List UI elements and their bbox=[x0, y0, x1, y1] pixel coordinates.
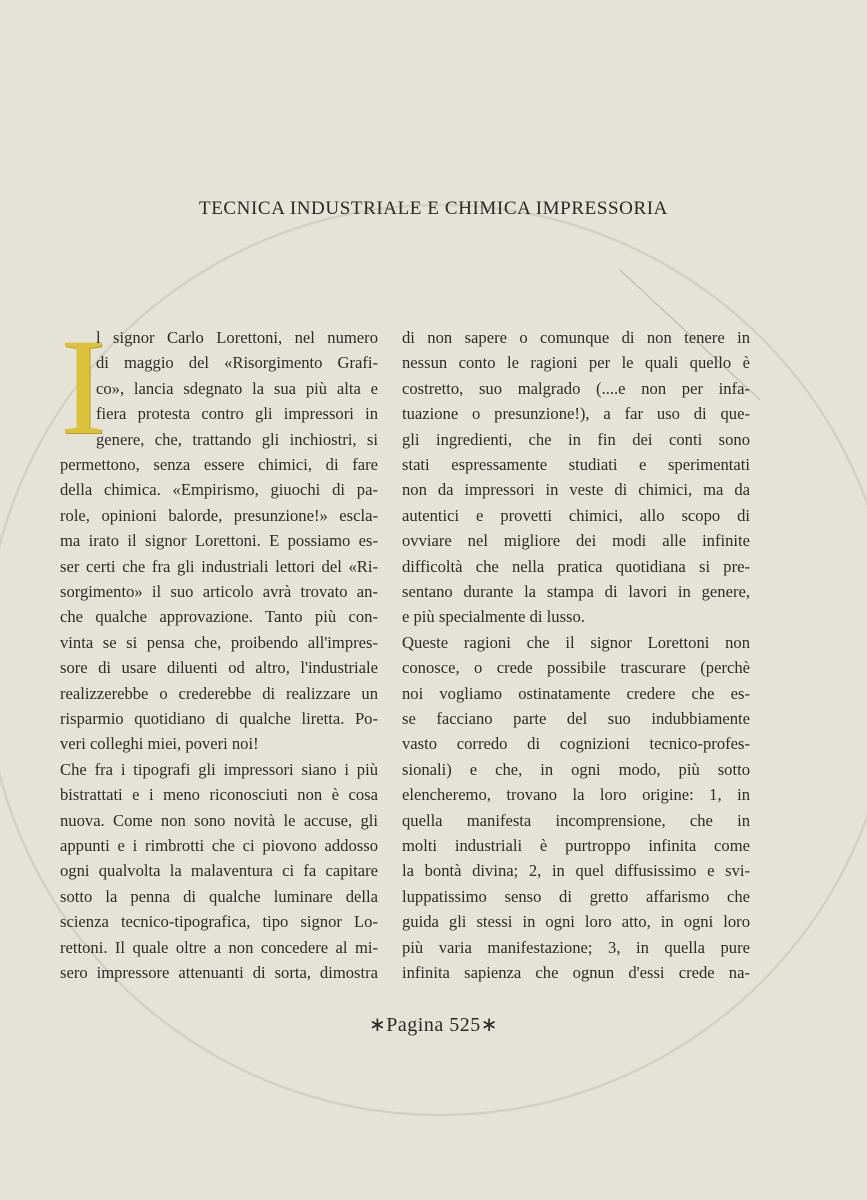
text-line: tuazione o presunzione!), a far uso di que- bbox=[402, 404, 750, 424]
text-line: infinita sapienza che ognun d'essi crede na- bbox=[402, 963, 750, 982]
text-line: molti industriali è purtroppo infinita come bbox=[402, 836, 750, 855]
text-line: rettoni. Il quale oltre a non concedere al mi- bbox=[60, 937, 378, 957]
text-line: nuova. Come non sono novità le accuse, gli bbox=[60, 810, 378, 830]
text-line: Che fra i tipografi gli impressori siano i più bbox=[60, 759, 378, 779]
text-line: gli ingredienti, che in fin dei conti sono bbox=[402, 429, 750, 449]
text-line: ovviare nel migliore dei modi alle infinite bbox=[402, 531, 750, 551]
text-line: di maggio del «Risorgimento Grafi- bbox=[96, 353, 378, 373]
text-line: che qualche approvazione. Tanto più con- bbox=[60, 607, 378, 627]
text-line: risparmio quotidiano di qualche liretta. Po- bbox=[60, 709, 378, 728]
text-line: sero impressore attenuanti di sorta, dimostra bbox=[60, 963, 378, 982]
text-line: se facciano parte del suo indubbiamente bbox=[402, 709, 750, 728]
text-line: guida gli stessi in ogni loro atto, in ogni loro bbox=[402, 912, 750, 932]
drop-cap: I bbox=[60, 310, 106, 463]
text-line: sionali) e che, in ogni modo, più sotto bbox=[402, 759, 750, 779]
text-line: più varia manifestazione; 3, in quella pure bbox=[402, 937, 750, 957]
text-line: Queste ragioni che il signor Lorettoni non bbox=[402, 632, 750, 652]
text-line: appunti e i rimbrotti che ci piovono addosso bbox=[60, 836, 378, 855]
text-line: vinta se si pensa che, proibendo all'impres- bbox=[60, 632, 378, 652]
text-line: di non sapere o comunque di non tenere in bbox=[402, 328, 750, 347]
text-line: vasto corredo di cognizioni tecnico-profes- bbox=[402, 734, 750, 754]
text-line: sorgimento» il suo articolo avrà trovato an- bbox=[60, 582, 378, 601]
text-line: noi vogliamo ostinatamente credere che es- bbox=[402, 683, 750, 703]
text-line: della chimica. «Empirismo, giuochi di pa- bbox=[60, 480, 378, 500]
text-line: conosce, o crede possibile trascurare (perchè bbox=[402, 658, 750, 678]
text-line: role, opinioni balorde, presunzione!» escla- bbox=[60, 505, 378, 525]
text-line: ma irato il signor Lorettoni. E possiamo es- bbox=[60, 531, 378, 551]
text-line: non da impressori in veste di chimici, ma da bbox=[402, 480, 750, 500]
page-title: TECNICA INDUSTRIALE E CHIMICA IMPRESSORIA bbox=[198, 198, 668, 219]
text-line: genere, che, trattando gli inchiostri, si bbox=[96, 429, 378, 449]
text-line: elencheremo, trovano la loro origine: 1, in bbox=[402, 785, 750, 805]
text-line: e più specialmente di lusso. bbox=[402, 607, 585, 627]
text-line: la bontà divina; 2, in quel diffusissimo e svi- bbox=[402, 861, 750, 881]
text-line: scienza tecnico-tipografica, tipo signor Lo- bbox=[60, 912, 378, 932]
text-line: ogni qualvolta la malaventura ci fa capitare bbox=[60, 861, 378, 881]
text-line: sotto la penna di qualche luminare della bbox=[60, 886, 378, 906]
text-line: costretto, suo malgrado (....e non per infa- bbox=[402, 378, 750, 398]
text-line: l signor Carlo Lorettoni, nel numero bbox=[96, 328, 378, 347]
text-line: sentano durante la stampa di lavori in genere, bbox=[402, 582, 750, 601]
text-line: quella manifesta incomprensione, che in bbox=[402, 810, 750, 830]
text-line: veri colleghi miei, poveri noi! bbox=[60, 734, 259, 754]
text-line: fiera protesta contro gli impressori in bbox=[96, 404, 378, 424]
text-line: realizzerebbe o crederebbe di realizzare un bbox=[60, 683, 378, 703]
text-line: sore di usare diluenti od altro, l'industriale bbox=[60, 658, 378, 678]
text-line: ser certi che fra gli industriali lettori del «Ri- bbox=[60, 556, 378, 576]
text-line: stati espressamente studiati e sperimentati bbox=[402, 455, 750, 474]
text-line: nessun conto le ragioni per le quali quello è bbox=[402, 353, 750, 373]
text-line: co», lancia sdegnato la sua più alta e bbox=[96, 378, 378, 398]
text-line: difficoltà che nella pratica quotidiana si pre- bbox=[402, 556, 750, 576]
text-line: autentici e provetti chimici, allo scopo di bbox=[402, 505, 750, 525]
text-line: bistrattati e i meno riconosciuti non è cosa bbox=[60, 785, 378, 805]
text-line: luppatissimo senso di gretto affarismo che bbox=[402, 886, 750, 906]
text-line: permettono, senza essere chimici, di fare bbox=[60, 455, 378, 474]
page-number: ∗Pagina 525∗ bbox=[369, 1014, 498, 1036]
